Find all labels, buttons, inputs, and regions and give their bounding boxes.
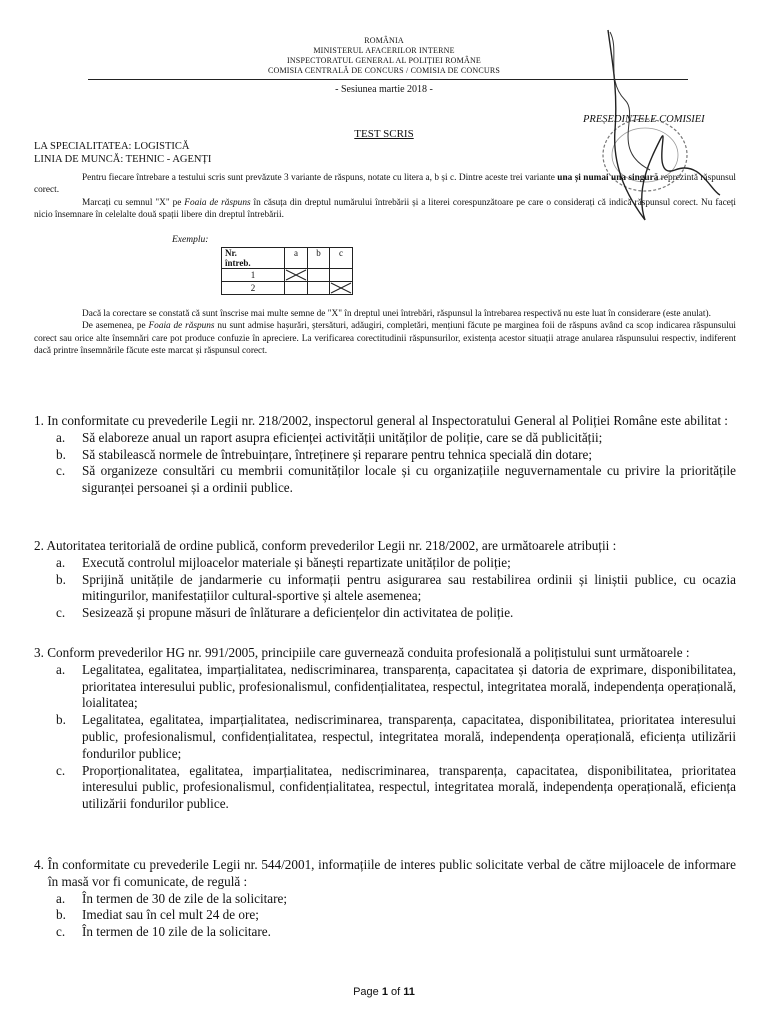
table-row: Nr. întreb. a b c bbox=[222, 248, 353, 269]
option-c: c. Proporționalitatea, egalitatea, imparțialitatea, nediscriminarea, transparența, capacitatea, disponibilitatea, prioritatea interesului public, profesionalismul, confidențialitatea, respectul, integritatea morală, independența operațională, eficiența utilizării fondurilor publice. bbox=[56, 762, 736, 812]
instruction-paragraph: De asemenea, pe Foaia de răspuns nu sunt admise hașurări, ștersături, adăugiri, completări, mențiuni făcute pe marginea foii de răspuns având ca scop indicarea răspunsului corect sau orice alte însemnări care pot produce confuzie în apreciere. La verificarea corectitudinii răspunsurilor, existența acestor situații atrage anularea răspunsului respectiv, indiferent dacă printre însemnările făcute este marcat și răspunsul corect. bbox=[34, 321, 736, 357]
table-row bbox=[222, 282, 353, 295]
page-footer: Page 1 of 11 bbox=[353, 986, 415, 998]
column-header: a bbox=[285, 248, 308, 269]
option-b: b. Să stabilească normele de întrebuințare, întreținere și reparare pentru tehnica specială din dotare; bbox=[56, 446, 593, 462]
option-b: b. Sprijină unitățile de jandarmerie cu informații pentru asigurarea sau restabilirea ordinii și liniștii publice, cu ocazia mitingurilor, manifestațiilor cultural-sportive și altele asemenea; bbox=[56, 571, 736, 604]
option-c: c. Sesizează și propune măsuri de înlăturare a deficiențelor din activitatea de poliție. bbox=[56, 605, 514, 621]
instruction-paragraph: Dacă la corectare se constată că sunt înscrise mai multe semne de "X" în dreptul unei întrebări, răspunsul la întrebarea respectivă nu este luat în considerare (este anulat). bbox=[82, 309, 711, 319]
x-mark-icon bbox=[330, 282, 353, 295]
header-line-inspectorate: INSPECTORATUL GENERAL AL POLIȚIEI ROMÂNE bbox=[286, 56, 482, 65]
option-a: a. Execută controlul mijloacelor materiale și bănești repartizate unităților de poliție; bbox=[56, 554, 511, 570]
option-a: a. Să elaboreze anual un raport asupra eficienței activității unităților de poliție, care se dă publicității; bbox=[56, 429, 603, 445]
instruction-paragraph: Marcați cu semnul "X" pe Foaia de răspuns în căsuța din dreptul numărului întrebării și a literei corespunzătoare pe care o considerați că indică răspunsul corect. Nu faceți nicio însemnare în celelalte două spații libere din dreptul întrebării. bbox=[34, 197, 736, 221]
question-3: 3. Conform prevederilor HG nr. 991/2005, principiile care guvernează conduita profesională a polițistului sunt următoarele : a. Legalitatea, egalitatea, imparțialitatea, nediscriminarea, transparența, capacitatea și datoria de exprimare, disponibilitatea, prioritatea interesului public, profesionalismul, confidențialitatea, respectul, integritatea morală, independența operațională, loialitatea; b. Legalitatea, egalitatea, imparțialitatea, nediscriminarea, transparența, capacitatea, disponibilitatea, prioritatea interesului public, profesionalismul, confidențialitatea, respectul, integritatea morală, independența operațională, eficiența utilizării fondurilor publice; c. Proporționalitatea, egalitatea, imparțialitatea, nediscriminarea, transparența, capacitatea, disponibilitatea, prioritatea interesului public, profesionalismul, confidențialitatea, respectul, integritatea morală, independența operațională, eficiența utilizării fondurilor publice. bbox=[34, 645, 736, 812]
question-4: 4. În conformitate cu prevederile Legii nr. 544/2001, informațiile de interes public solicitate verbal de către mijloacele de informare în masă vor fi comunicate, de regulă : a. În termen de 30 de zile de la solicitare; b. Imediat sau în cel mult 24 de ore; c. În termen de 10 zile de la solicitare. bbox=[34, 857, 737, 940]
x-mark-icon bbox=[285, 269, 308, 282]
instructions-block bbox=[34, 172, 736, 222]
option-c: c. În termen de 10 zile de la solicitare. bbox=[56, 924, 271, 940]
table-row bbox=[222, 269, 353, 282]
instruction-paragraph: Pentru fiecare întrebare a testului scris sunt prevăzute 3 variante de răspuns, notate cu litera a, b și c. Dintre aceste trei variante una și numai una singură reprezintă răspunsul corect. bbox=[34, 173, 736, 196]
option-a: a. În termen de 30 de zile de la solicitare; bbox=[56, 890, 288, 906]
example-label: Exemplu: bbox=[172, 235, 209, 245]
instructions-block-2 bbox=[34, 308, 736, 358]
question-2: 2. Autoritatea teritorială de ordine publică, conform prevederilor Legii nr. 218/2002, are următoarele atribuții : a. Execută controlul mijloacelor materiale și bănești repartizate unităților de poliție; b. Sprijină unitățile de jandarmerie cu informații pentru asigurarea sau restabilirea ordinii și liniștii publice, cu ocazia mitingurilor, manifestațiilor cultural-sportive și altele asemenea; c. Sesizează și propune măsuri de înlăturare a deficiențelor din activitatea de poliție. bbox=[34, 538, 736, 621]
option-c: c. Să organizeze consultări cu membrii comunităților locale și cu organizațiile neguvernamentale cu privire la prioritățile siguranței persoanei și a ordinii publice. bbox=[56, 463, 736, 496]
work-line-label: LINIA DE MUNCĂ: TEHNIC - AGENȚI bbox=[34, 154, 212, 165]
column-header: c bbox=[330, 248, 353, 269]
option-b: b. Legalitatea, egalitatea, imparțialitatea, nediscriminarea, transparența, capacitatea, disponibilitatea, prioritatea interesului public, profesionalismul, confidențialitatea, respectul, integritatea morală, independența operațională, eficiența utilizării fondurilor publice; bbox=[56, 712, 736, 761]
header-line-ministry: MINISTERUL AFACERILOR INTERNE bbox=[313, 46, 455, 55]
page-title: TEST SCRIS bbox=[354, 128, 414, 140]
row-number: 2 bbox=[222, 282, 285, 295]
row-number: 1 bbox=[222, 269, 285, 282]
option-a: a. Legalitatea, egalitatea, imparțialitatea, nediscriminarea, transparența, capacitatea și datoria de exprimare, disponibilitatea, prioritatea interesului public, profesionalismul, confidențialitatea, respectul, integritatea morală, independența operațională, loialitatea; bbox=[56, 661, 736, 711]
example-table bbox=[221, 247, 353, 295]
question-1: 1. In conformitate cu prevederile Legii nr. 218/2002, inspectorul general al Inspectoratului General al Poliției Române este abilitat : a. Să elaboreze anual un raport asupra eficienței activității unităților de poliție, care se dă publicității; b. Să stabilească normele de întrebuințare, întreținere și reparare pentru tehnica specială din dotare; c. Să organizeze consultări cu membrii comunităților locale și cu organizațiile neguvernamentale cu privire la prioritățile siguranței persoanei și a ordinii publice. bbox=[34, 413, 736, 496]
option-b: b. Imediat sau în cel mult 24 de ore; bbox=[56, 907, 259, 923]
header-line-country: ROMÂNIA bbox=[364, 36, 404, 45]
column-header: b bbox=[308, 248, 330, 269]
specialty-label: LA SPECIALITATEA: LOGISTICĂ bbox=[34, 141, 190, 152]
header-line-commission: COMISIA CENTRALĂ DE CONCURS / COMISIA DE CONCURS bbox=[267, 66, 501, 75]
session-label: - Sesiunea martie 2018 - bbox=[335, 84, 433, 95]
president-label: PREȘEDINTELE COMISIEI bbox=[583, 114, 705, 125]
